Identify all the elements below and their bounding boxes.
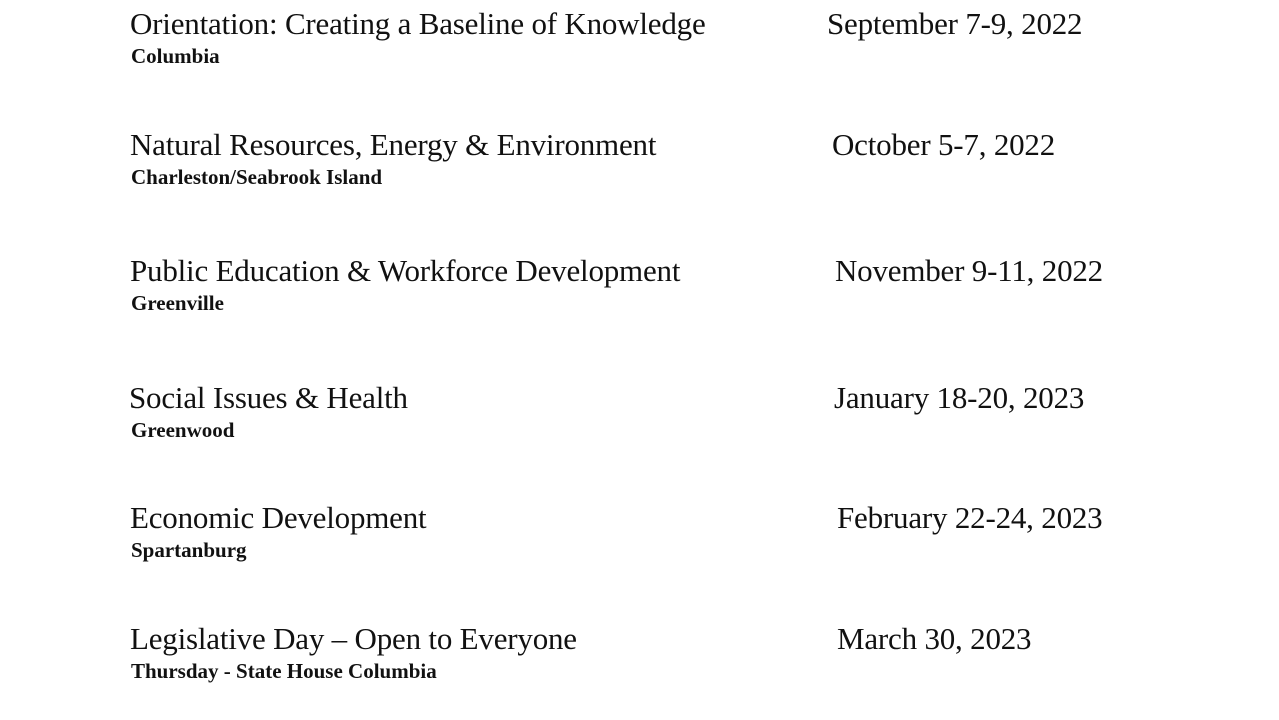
- session-row: [0, 500, 1279, 580]
- session-row: [0, 380, 1279, 460]
- session-date: February 22-24, 2023: [837, 500, 1103, 535]
- session-location: Charleston/Seabrook Island: [131, 165, 383, 189]
- session-date: October 5-7, 2022: [832, 127, 1056, 162]
- session-location: Columbia: [131, 44, 220, 68]
- session-row: [0, 6, 1279, 86]
- session-title: Legislative Day – Open to Everyone: [130, 621, 577, 656]
- session-date: November 9-11, 2022: [835, 253, 1103, 288]
- session-date: March 30, 2023: [837, 621, 1032, 656]
- session-title: Social Issues & Health: [129, 380, 408, 415]
- session-title: Public Education & Workforce Development: [130, 253, 681, 288]
- session-row: [0, 127, 1279, 207]
- session-location: Greenwood: [131, 418, 235, 442]
- session-location: Thursday - State House Columbia: [131, 659, 437, 683]
- session-title: Orientation: Creating a Baseline of Knowledge: [130, 6, 706, 41]
- session-date: January 18-20, 2023: [834, 380, 1085, 415]
- session-location: Greenville: [131, 291, 224, 315]
- session-row: [0, 253, 1279, 333]
- session-location: Spartanburg: [131, 538, 247, 562]
- session-date: September 7-9, 2022: [827, 6, 1083, 41]
- session-title: Economic Development: [130, 500, 427, 535]
- session-title: Natural Resources, Energy & Environment: [130, 127, 657, 162]
- session-row: [0, 621, 1279, 701]
